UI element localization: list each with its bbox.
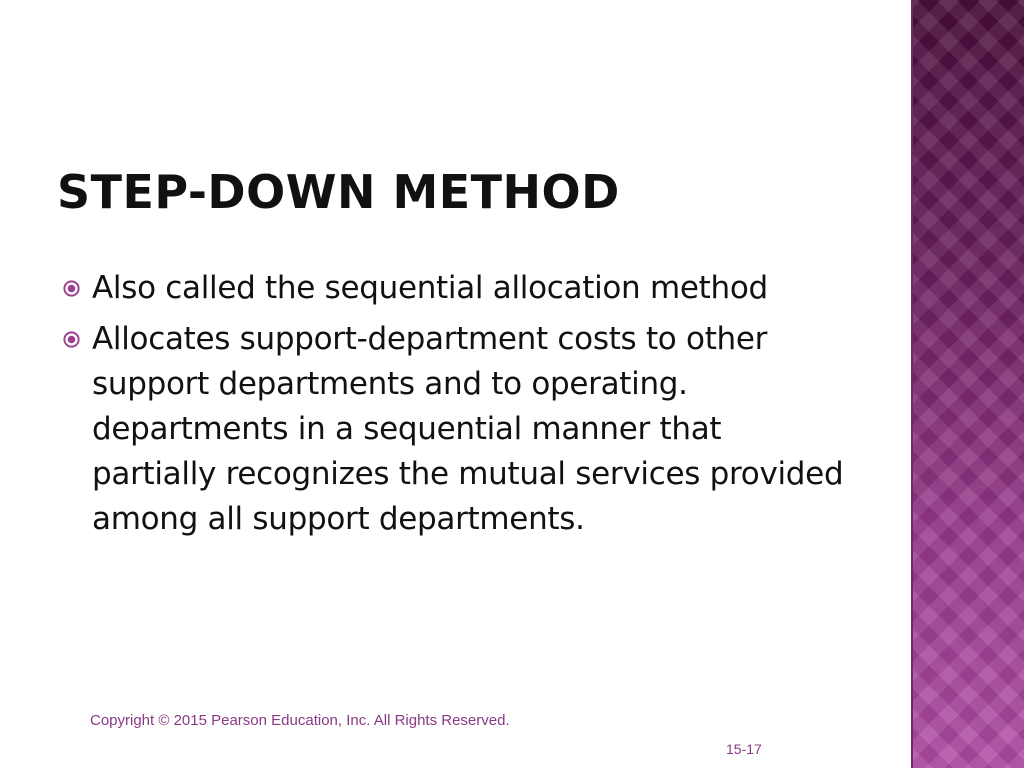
bullet-list bbox=[62, 266, 852, 548]
page-number: 15-17 bbox=[726, 741, 762, 757]
bullet-item bbox=[62, 317, 852, 542]
radio-bullet-icon bbox=[62, 330, 81, 349]
bullet-text: Also called the sequential allocation method bbox=[92, 270, 768, 306]
radio-bullet-icon bbox=[62, 279, 81, 298]
copyright-footer: Copyright © 2015 Pearson Education, Inc. All Rights Reserved. bbox=[90, 712, 510, 729]
bullet-item bbox=[62, 266, 852, 311]
slide-title: STEP-DOWN METHOD bbox=[57, 165, 620, 219]
bullet-text: Allocates support-department costs to other support departments and to operating. departments in a sequential manner that partially recognizes the mutual services provided among all support departments. bbox=[92, 321, 844, 537]
decorative-side-band bbox=[911, 0, 1024, 768]
